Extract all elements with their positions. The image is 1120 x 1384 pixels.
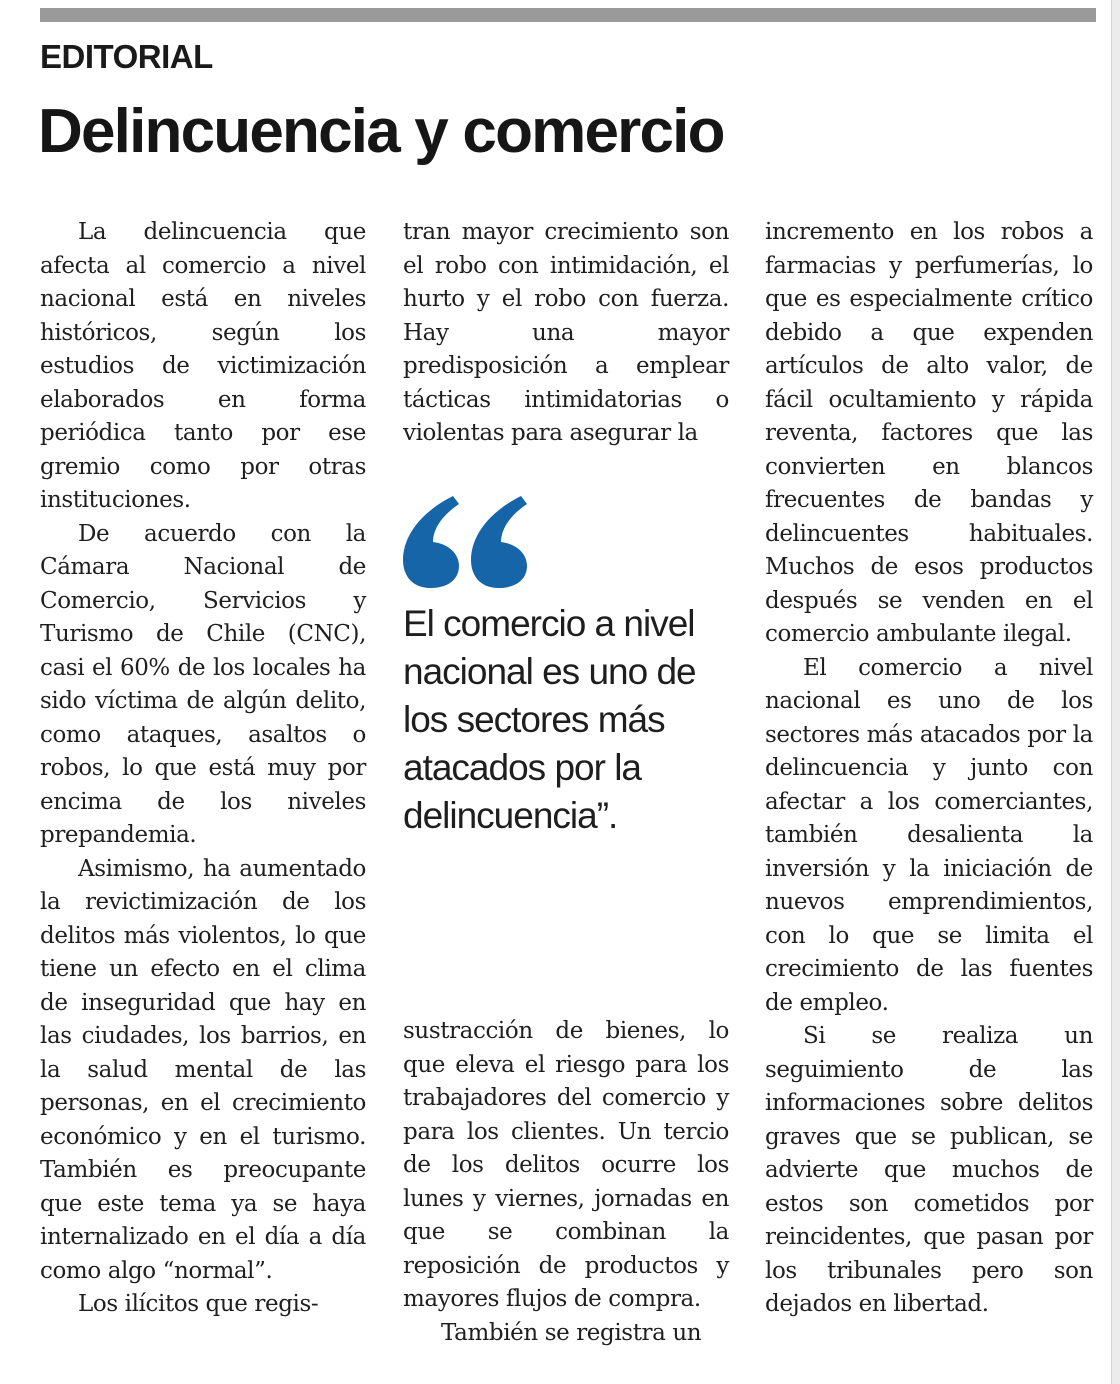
paragraph-5: También se registra un: [441, 1319, 702, 1346]
paragraph-2: De acuerdo con la Cámara Nacional de Comercio, Servicios y Turismo de Chile (CNC), casi el 60% de los locales ha sido víctima de algún delito, como ataques, asaltos o robos, lo que está muy por encima de los niveles prepandemia.: [40, 520, 366, 848]
pull-quote-line: delincuencia”.: [403, 795, 618, 836]
pull-quote-line: los sectores más: [403, 699, 665, 740]
article-column-3: [765, 216, 1093, 1322]
paragraph-4: Los ilícitos que regis-: [78, 1291, 319, 1317]
article-column-2-bottom: [403, 1015, 729, 1350]
open-quote-icon: [403, 492, 533, 592]
paragraph-5-continued: incremento en los robos a farmacias y perfumerías, lo que es especialmente crítico debido a que expenden artículos de alto valor, de fácil ocultamiento y rápida reventa, factores que las convierten en blancos frecuentes de bandas y delincuentes habituales. Muchos de esos productos después se venden en el comercio ambulante ilegal.: [765, 219, 1093, 647]
pull-quote-line: atacados por la: [403, 747, 642, 788]
paragraph-1: La delincuencia que afecta al comercio a nivel nacional está en niveles históricos, según los estudios de victimización elaborados en forma periódica tanto por ese gremio como por otras instituciones.: [40, 219, 366, 513]
article-column-1: [40, 216, 366, 1322]
page-edge: [1111, 0, 1120, 1384]
pull-quote-text: [403, 600, 733, 840]
pull-quote-line: El comercio a nivel: [403, 603, 695, 644]
paragraph-continued: sustracción de bienes, lo que eleva el riesgo para los trabajadores del comercio y para los clientes. Un tercio de los delitos ocurre los lunes y viernes, jornadas en que se combinan la reposición de productos y mayores flujos de compra.: [403, 1018, 729, 1312]
top-rule: [40, 8, 1096, 22]
paragraph-3: Asimismo, ha aumentado la revictimización de los delitos más violentos, lo que tiene un efecto en el clima de inseguridad que hay en las ciudades, los barrios, en la salud mental de las personas, en el crecimiento económico y en el turismo. También es preocupante que este tema ya se haya internalizado en el día a día como algo “normal”.: [40, 855, 366, 1284]
article-column-2-top: [403, 216, 729, 451]
paragraph-7: Si se realiza un seguimiento de las informaciones sobre delitos graves que se publican, se advierte que muchos de estos son cometidos por reincidentes, que pasan por los tribunales pero son dejados en libertad.: [765, 1023, 1093, 1317]
paragraph-4-continued: tran mayor crecimiento son el robo con intimidación, el hurto y el robo con fuerza. Hay una mayor predisposición a emplear tácticas intimidatorias o violentas para asegurar la: [403, 219, 729, 446]
section-label: EDITORIAL: [40, 38, 213, 75]
headline: Delincuencia y comercio: [38, 97, 724, 166]
pull-quote-line: nacional es uno de: [403, 651, 696, 692]
paragraph-6: El comercio a nivel nacional es uno de los sectores más atacados por la delincuencia y junto con afectar a los comerciantes, también desalienta la inversión y la iniciación de nuevos emprendimientos, con lo que se limita el crecimiento de las fuentes de empleo.: [765, 654, 1093, 1016]
